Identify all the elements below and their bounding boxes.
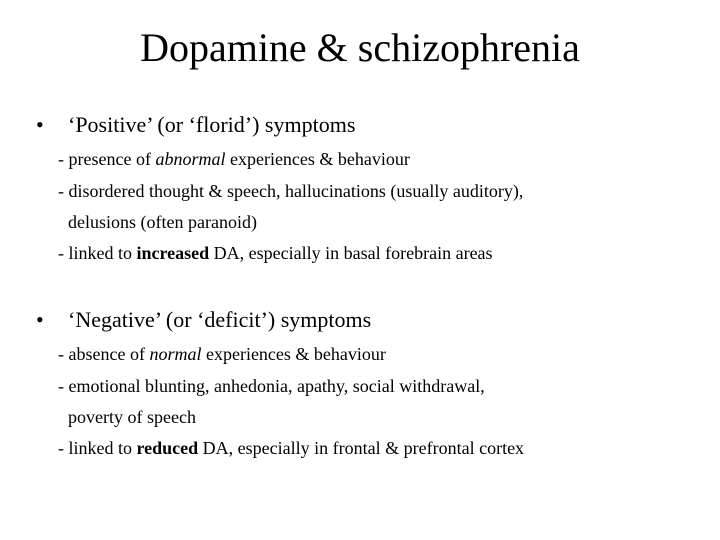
negative-line-absence — [58, 343, 386, 365]
bullet-dot: • — [36, 307, 44, 332]
negative-line-poverty: poverty of speech — [68, 407, 196, 427]
positive-line4-post: DA, especially in basal forebrain areas — [209, 243, 493, 263]
negative-heading: ‘Negative’ (or ‘deficit’) symptoms — [68, 307, 372, 332]
negative-line1-emphasis: normal — [149, 344, 202, 364]
positive-line4-bold: increased — [136, 243, 210, 263]
negative-line1-pre: - absence of — [58, 344, 150, 364]
negative-line4-post: DA, especially in frontal & prefrontal cortex — [198, 438, 525, 458]
bullet-positive-symptoms — [36, 112, 355, 138]
negative-line4-bold: reduced — [136, 438, 199, 458]
positive-line-delusions: delusions (often paranoid) — [68, 212, 257, 232]
positive-line-linked — [58, 242, 493, 264]
negative-line-emotional: - emotional blunting, anhedonia, apathy, social withdrawal, — [58, 376, 485, 396]
positive-heading: ‘Positive’ (or ‘florid’) symptoms — [68, 112, 356, 137]
positive-line-presence — [58, 148, 410, 170]
bullet-negative-symptoms — [36, 307, 371, 333]
slide-title: Dopamine & schizophrenia — [140, 25, 580, 70]
negative-line4-pre: - linked to — [58, 438, 137, 458]
bullet-dot: • — [36, 112, 44, 137]
negative-line1-post: experiences & behaviour — [201, 344, 386, 364]
positive-line4-pre: - linked to — [58, 243, 137, 263]
positive-line1-post: experiences & behaviour — [225, 149, 410, 169]
positive-line1-pre: - presence of — [58, 149, 156, 169]
positive-line-disordered: - disordered thought & speech, hallucinations (usually auditory), — [58, 181, 524, 201]
negative-line-linked — [58, 437, 524, 459]
positive-line1-emphasis: abnormal — [155, 149, 226, 169]
